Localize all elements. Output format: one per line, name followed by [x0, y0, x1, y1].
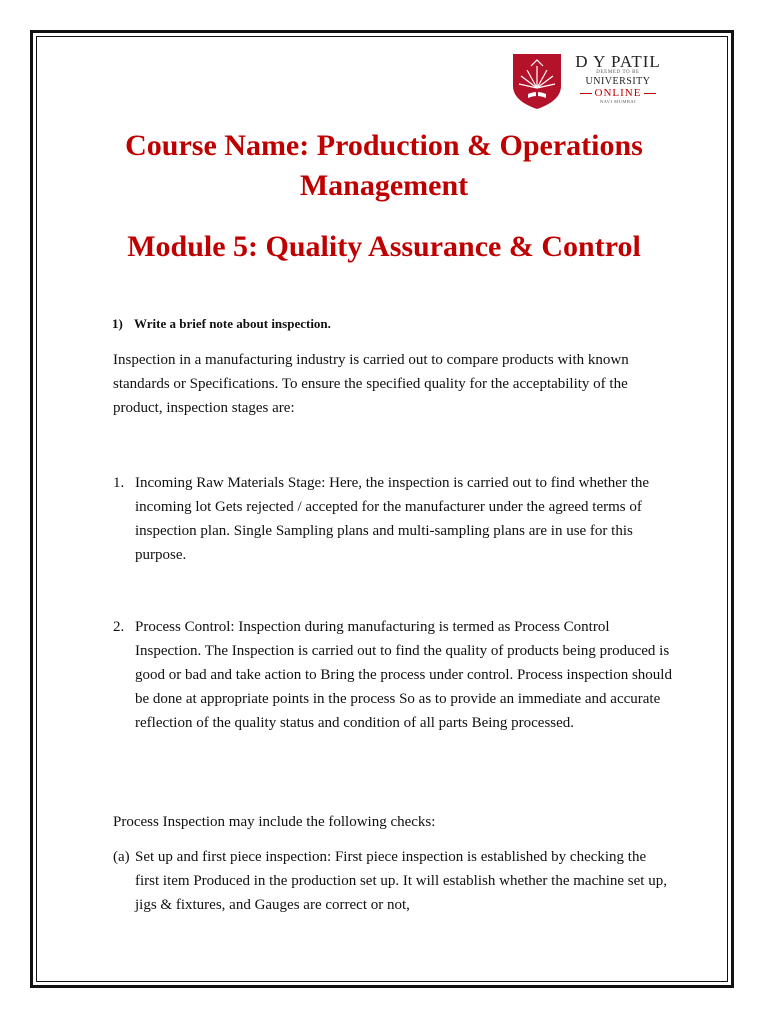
question-heading [112, 316, 331, 332]
university-logo [511, 52, 671, 112]
logo-wordmark [568, 54, 668, 105]
check-item [113, 845, 673, 917]
logo-university: UNIVERSITY [585, 76, 651, 87]
list-marker: 2. [113, 619, 125, 635]
list-item [113, 471, 678, 567]
list-item-text: Process Control: Inspection during manufacturing is termed as Process Control Inspection. The Inspection is carried out to find the quality of products being produced is good or bad and take action to Bring the process under control. Process inspection should be done at appropriate points in the process So as to provide an immediate and accurate reflection of the quality status and condition of all parts Being processed. [135, 619, 672, 731]
logo-deemed: DEEMED TO BE [596, 70, 640, 75]
course-title: Course Name: Production & Operations Management [125, 129, 643, 202]
question-text: Write a brief note about inspection. [134, 316, 331, 331]
checks-intro: Process Inspection may include the following checks: [113, 814, 436, 830]
check-marker: (a) [113, 849, 130, 865]
question-number: 1) [112, 316, 123, 331]
check-item-text: Set up and first piece inspection: First piece inspection is established by checking the first item Produced in the production set up. It will establish whether the machine set up, jigs & fixtures, and Gauges are correct or not, [135, 849, 667, 913]
list-marker: 1. [113, 475, 125, 491]
logo-online-row [568, 87, 668, 99]
module-title: Module 5: Quality Assurance & Control [127, 230, 641, 263]
logo-location: NAVI MUMBAI [599, 99, 637, 104]
list-item-text: Incoming Raw Materials Stage: Here, the inspection is carried out to find whether the incoming lot Gets rejected / accepted for the manufacturer under the agreed terms of inspection plan. Single Sampling plans and multi-sampling plans are in use for this purpose. [135, 475, 650, 563]
list-item [113, 615, 678, 735]
logo-rule-left [580, 93, 592, 94]
shield-emblem-icon [511, 52, 563, 110]
logo-name: D Y PATIL [575, 52, 661, 71]
logo-rule-right [644, 93, 656, 94]
logo-online: ONLINE [594, 87, 642, 99]
intro-paragraph: Inspection in a manufacturing industry is carried out to compare products with known standards or Specifications. To ensure the specified quality for the acceptability of the product, inspection stages are: [113, 352, 629, 416]
